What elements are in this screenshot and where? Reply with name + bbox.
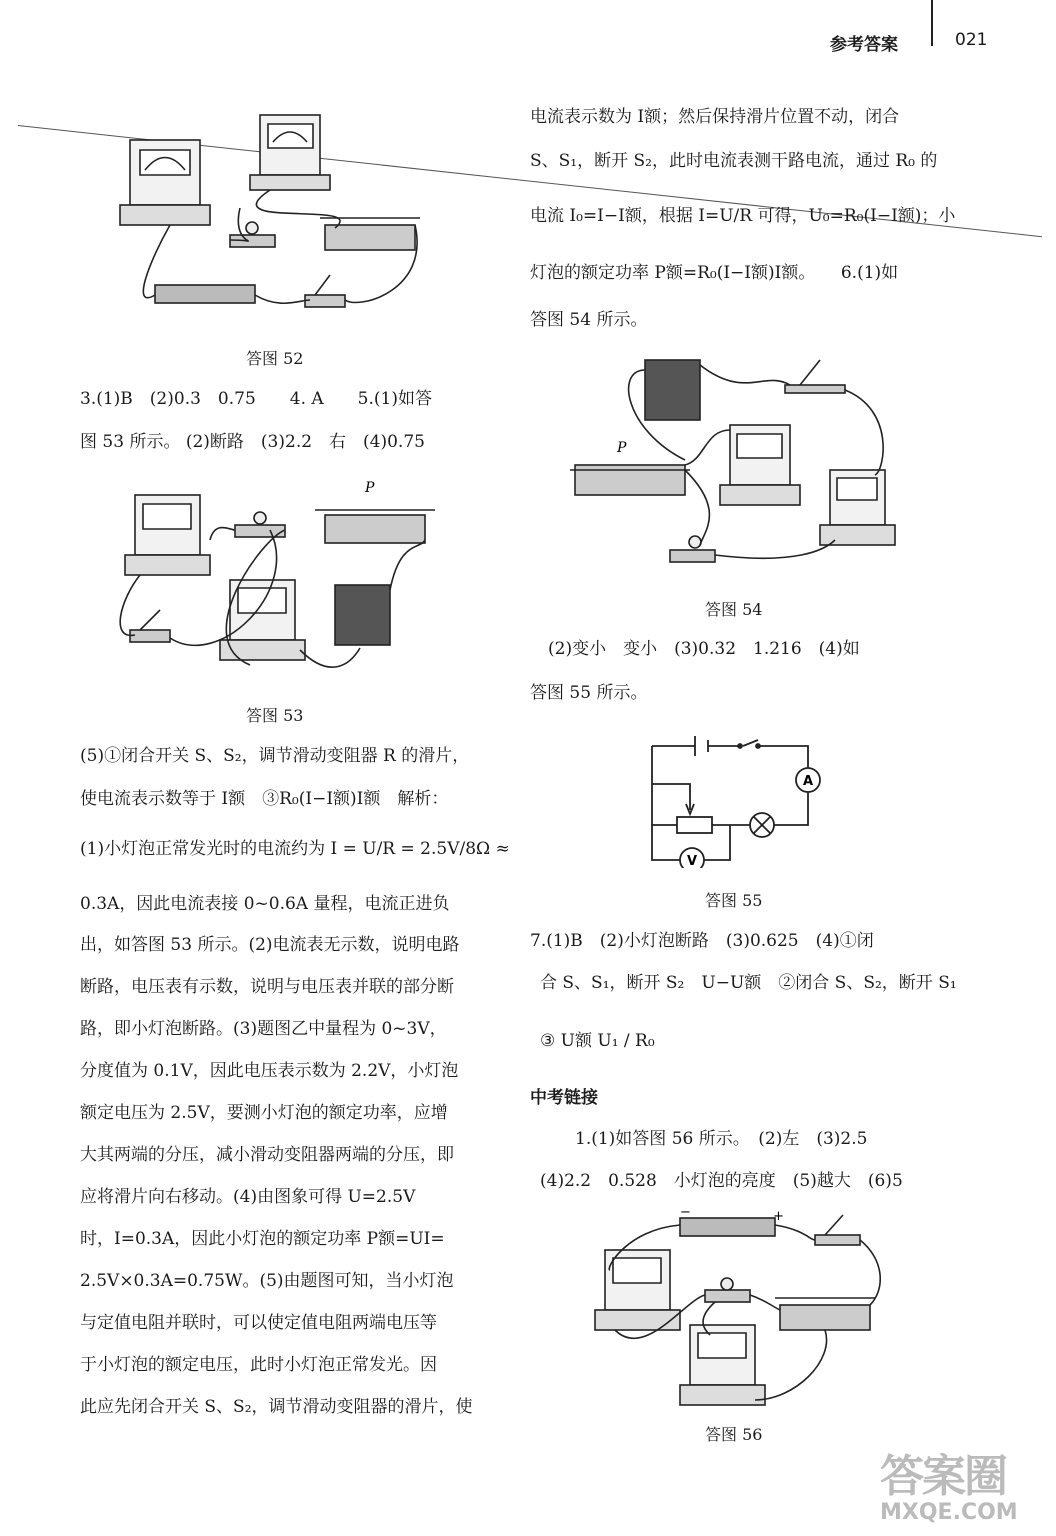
battery-plus-label: + bbox=[773, 1210, 784, 1224]
figure-53 bbox=[100, 480, 460, 690]
section-title: 参考答案 bbox=[830, 35, 898, 55]
answer-line: 应将滑片向右移动。(4)由图象可得 U=2.5V bbox=[80, 1187, 416, 1207]
section-heading-zhongkao: 中考链接 bbox=[530, 1088, 598, 1108]
figure-55-circuit bbox=[640, 728, 825, 868]
page-number: 021 bbox=[955, 30, 988, 50]
figure-54 bbox=[565, 350, 905, 580]
answer-line-3-5: 3.(1)B (2)0.3 0.75 4. A 5.(1)如答 bbox=[80, 389, 432, 409]
figure-53-caption: 答图 53 bbox=[246, 706, 304, 725]
answer-line: 0.3A，因此电流表接 0~0.6A 量程，电流正进负 bbox=[80, 894, 450, 914]
answer-line: 答图 54 所示。 bbox=[530, 310, 648, 330]
figure-52-caption: 答图 52 bbox=[246, 349, 304, 368]
figure-54-caption: 答图 54 bbox=[705, 600, 763, 619]
answer-line-7: 7.(1)B (2)小灯泡断路 (3)0.625 (4)①闭 bbox=[530, 931, 874, 951]
answer-line: 2.5V×0.3A=0.75W。(5)由题图可知，当小灯泡 bbox=[80, 1271, 454, 1291]
header-divider bbox=[931, 0, 933, 46]
answer-line: (1)小灯泡正常发光时的电流约为 I = U/R = 2.5V/8Ω ≈ bbox=[80, 839, 510, 859]
battery-minus-label: − bbox=[680, 1210, 691, 1220]
answer-line: 电流表示数为 I额；然后保持滑片位置不动，闭合 bbox=[530, 107, 900, 127]
slider-label-p: P bbox=[617, 440, 627, 456]
answer-line: 答图 55 所示。 bbox=[530, 683, 648, 703]
answer-line: 此应先闭合开关 S、S₂，调节滑动变阻器的滑片，使 bbox=[80, 1397, 473, 1417]
answer-line: 灯泡的额定功率 P额=R₀(I−I额)I额。 6.(1)如 bbox=[530, 263, 899, 283]
voltmeter-symbol-label: V bbox=[686, 854, 698, 868]
answer-line: (5)①闭合开关 S、S₂，调节滑动变阻器 R 的滑片， bbox=[80, 746, 470, 766]
answer-line: 图 53 所示。 (2)断路 (3)2.2 右 (4)0.75 bbox=[80, 432, 425, 452]
answer-line: (4)2.2 0.528 小灯泡的亮度 (5)越大 (6)5 bbox=[540, 1171, 903, 1191]
watermark-url: MXQE.COM bbox=[880, 1500, 1018, 1525]
answer-line: 1.(1)如答图 56 所示。 (2)左 (3)2.5 bbox=[575, 1129, 868, 1149]
watermark-text: 答案圈 bbox=[880, 1451, 1006, 1502]
answer-line: 合 S、S₁，断开 S₂ U−U额 ②闭合 S、S₂，断开 S₁ bbox=[540, 973, 957, 993]
answer-line: 分度值为 0.1V，因此电压表示数为 2.2V，小灯泡 bbox=[80, 1061, 459, 1081]
answer-line: (2)变小 变小 (3)0.32 1.216 (4)如 bbox=[548, 639, 860, 659]
answer-line: 使电流表示数等于 I额 ③R₀(I−I额)I额 解析： bbox=[80, 789, 449, 809]
answer-line: 额定电压为 2.5V，要测小灯泡的额定功率，应增 bbox=[80, 1103, 448, 1123]
answer-line: S、S₁，断开 S₂，此时电流表测干路电流，通过 R₀ 的 bbox=[530, 151, 938, 171]
answer-line: 大其两端的分压，减小滑动变阻器两端的分压，即 bbox=[80, 1145, 454, 1165]
watermark-logo bbox=[880, 1440, 1040, 1530]
figure-56-caption: 答图 56 bbox=[705, 1425, 763, 1444]
answer-line: 断路，电压表有示数，说明与电压表并联的部分断 bbox=[80, 977, 454, 997]
answer-line: 路，即小灯泡断路。(3)题图乙中量程为 0~3V， bbox=[80, 1019, 447, 1039]
answer-line: 与定值电阻并联时，可以使定值电阻两端电压等 bbox=[80, 1313, 437, 1333]
ammeter-symbol-label: A bbox=[802, 774, 814, 789]
figure-56 bbox=[585, 1210, 895, 1410]
answer-line: 出，如答图 53 所示。(2)电流表无示数，说明电路 bbox=[80, 935, 460, 955]
figure-55-caption: 答图 55 bbox=[705, 891, 763, 910]
answer-line: 电流 I₀=I−I额，根据 I=U/R 可得，U₀=R₀(I−I额)；小 bbox=[530, 206, 956, 226]
answer-line: 时，I=0.3A，因此小灯泡的额定功率 P额=UI= bbox=[80, 1229, 445, 1249]
answer-line: 于小灯泡的额定电压，此时小灯泡正常发光。因 bbox=[80, 1355, 437, 1375]
answer-line-fraction: ③ U额 U₁ / R₀ bbox=[540, 1031, 655, 1051]
slider-label-p: P bbox=[365, 480, 375, 496]
figure-52 bbox=[110, 110, 440, 330]
